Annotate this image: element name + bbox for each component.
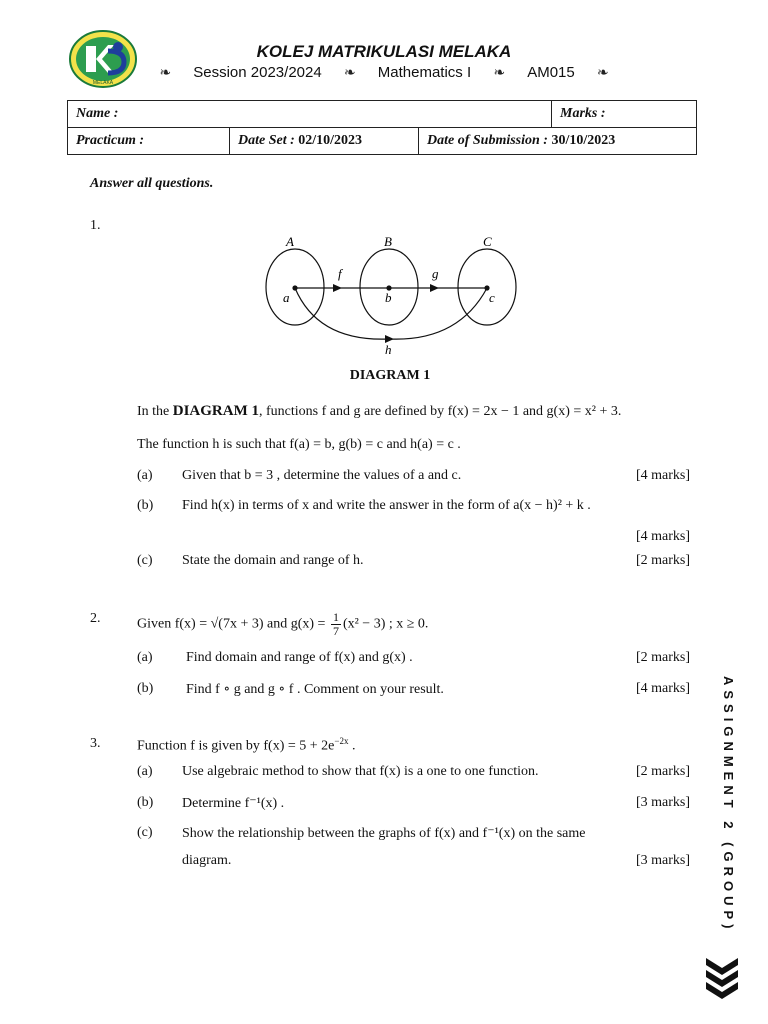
- q2a-marks: [2 marks]: [635, 650, 690, 665]
- date-set-value: 02/10/2023: [298, 133, 363, 148]
- q1-intro-text: In the: [137, 404, 173, 419]
- q2-frac-den: 7: [332, 624, 339, 638]
- q2b-label: (b): [137, 681, 154, 696]
- leaf-icon: ❧: [159, 64, 172, 80]
- marks-cell[interactable]: [552, 101, 697, 128]
- institution-title: KOLEJ MATRIKULASI MELAKA: [256, 42, 512, 61]
- point-label-c: c: [489, 290, 495, 305]
- marks-label: Marks :: [560, 106, 606, 121]
- q3-intro-text: Function f is given by f(x) = 5 + 2e: [137, 738, 335, 754]
- q3b-label: (b): [137, 795, 154, 810]
- submission-label: Date of Submission :: [427, 133, 548, 148]
- arrowhead-g: [430, 284, 439, 292]
- diagram-caption: DIAGRAM 1: [349, 368, 431, 383]
- session-text: Session 2023/2024: [193, 64, 322, 81]
- q3a-marks: [2 marks]: [635, 764, 690, 779]
- q1-intro-2: The function h is such that f(a) = b, g(b) = c and h(a) = c .: [137, 437, 461, 452]
- q1b-marks: [4 marks]: [635, 529, 690, 544]
- q3c-text: Show the relationship between the graphs of f(x) and f⁻¹(x) on the same: [182, 826, 586, 841]
- q3b-marks: [3 marks]: [635, 795, 690, 810]
- arrow-label-h: h: [385, 342, 392, 357]
- point-label-a: a: [283, 290, 290, 305]
- student-info-table: [67, 100, 697, 155]
- leaf-icon: ❧: [493, 64, 506, 80]
- q2-intro: [137, 611, 428, 638]
- practicum-cell[interactable]: [68, 128, 230, 155]
- q1b-label: (b): [137, 498, 154, 513]
- q1c-label: (c): [137, 553, 153, 568]
- q2b-text: Find f ∘ g and g ∘ f . Comment on your result.: [186, 682, 444, 697]
- q1-intro-functions: , functions f and g are defined by f(x) = 2x − 1 and g(x) = x² + 3.: [259, 404, 622, 419]
- q1a-marks: [4 marks]: [635, 468, 690, 483]
- point-a: [292, 285, 297, 290]
- q2-intro-end: (x² − 3) ; x ≥ 0.: [342, 616, 429, 632]
- chevron-down-icon: [704, 956, 740, 1002]
- set-label-a: A: [286, 234, 294, 249]
- subject-text: Mathematics I: [377, 64, 472, 81]
- submission-value: 30/10/2023: [551, 133, 616, 148]
- course-code: AM015: [527, 64, 575, 81]
- q3-intro-exponent: −2x: [334, 736, 349, 746]
- set-label-b: B: [384, 234, 392, 249]
- q3c-text-2: diagram.: [182, 853, 232, 868]
- q1b-text: Find h(x) in terms of x and write the answer in the form of a(x − h)² + k .: [182, 498, 591, 513]
- q2-intro-text: Given f(x) = √(7x + 3) and g(x) =: [137, 616, 329, 632]
- q2a-text: Find domain and range of f(x) and g(x) .: [186, 650, 413, 665]
- submission-cell: [419, 128, 697, 155]
- diagram-1: [258, 232, 528, 362]
- leaf-icon: ❧: [343, 64, 356, 80]
- name-cell[interactable]: [68, 101, 552, 128]
- name-label: Name :: [76, 106, 119, 121]
- arrow-label-g: g: [432, 266, 439, 281]
- practicum-label: Practicum :: [76, 133, 145, 148]
- date-set-label: Date Set :: [238, 133, 295, 148]
- q2-frac-num: 1: [332, 610, 339, 624]
- q3-intro-end: .: [348, 738, 356, 754]
- point-label-b: b: [385, 290, 392, 305]
- q1-number: 1.: [90, 218, 101, 233]
- q1c-marks: [2 marks]: [635, 553, 690, 568]
- arrow-label-f: f: [338, 266, 342, 281]
- date-set-cell: [230, 128, 419, 155]
- q1c-text: State the domain and range of h.: [182, 553, 364, 568]
- q1a-label: (a): [137, 468, 153, 483]
- q1a-text: Given that b = 3 , determine the values of a and c.: [182, 468, 462, 483]
- assignment-side-label: [712, 676, 736, 936]
- svg-text:MELAKA: MELAKA: [92, 80, 114, 86]
- q2a-label: (a): [137, 650, 153, 665]
- q2b-marks: [4 marks]: [635, 681, 690, 696]
- instruction: Answer all questions.: [90, 176, 214, 191]
- mapping-diagram: [258, 232, 528, 362]
- session-line: [0, 64, 768, 81]
- q3a-text: Use algebraic method to show that f(x) is a one to one function.: [182, 764, 539, 779]
- q3c-marks: [3 marks]: [635, 853, 690, 868]
- set-label-c: C: [483, 234, 492, 249]
- q3-intro: [137, 736, 355, 755]
- q3c-label: (c): [137, 825, 153, 840]
- q1-intro-1: [137, 403, 621, 420]
- arrowhead-f: [333, 284, 342, 292]
- q2-number: 2.: [90, 611, 101, 626]
- q3a-label: (a): [137, 764, 153, 779]
- leaf-icon: ❧: [596, 64, 609, 80]
- side-label-text: ASSIGNMENT 2 (GROUP): [721, 676, 736, 934]
- q3-number: 3.: [90, 736, 101, 751]
- q1-intro-diagram-ref: DIAGRAM 1: [172, 403, 260, 419]
- q3b-text: Determine f⁻¹(x) .: [182, 796, 285, 811]
- q2-fraction: [331, 611, 341, 638]
